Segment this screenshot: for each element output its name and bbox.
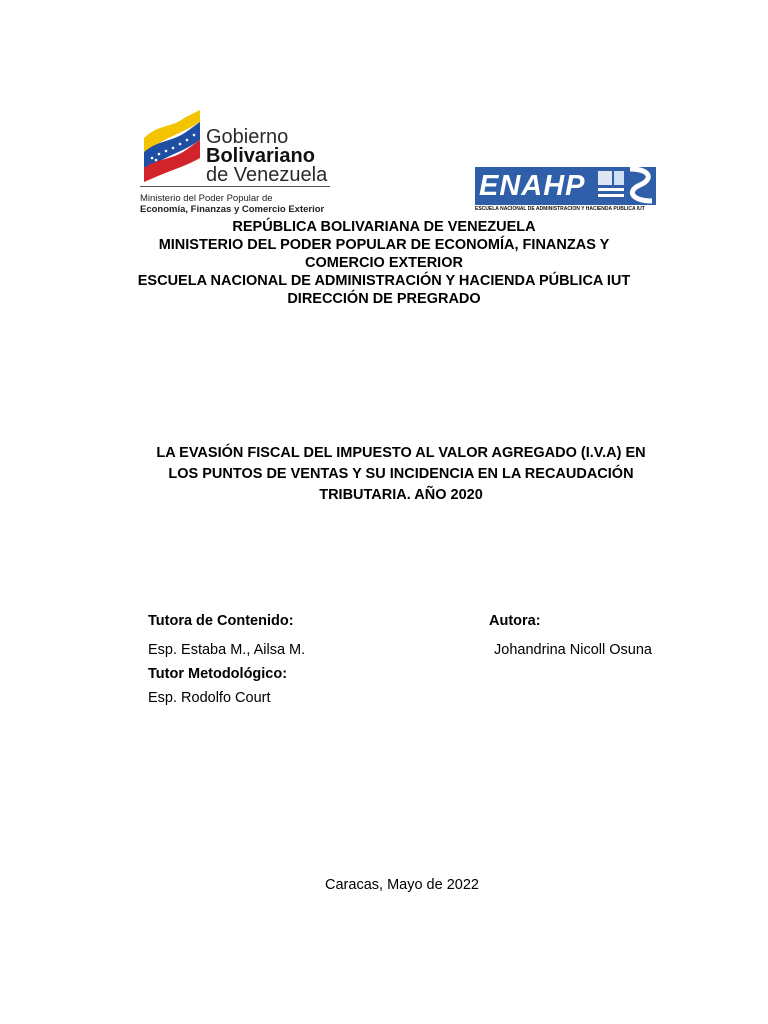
enahp-logo-banner bbox=[475, 167, 656, 205]
enahp-logo-subtitle: ESCUELA NACIONAL DE ADMINISTRACIÓN Y HACIENDA PÚBLICA IUT bbox=[475, 206, 645, 212]
gov-logo-divider bbox=[140, 186, 330, 187]
thesis-title bbox=[0, 443, 768, 506]
enahp-wordmark: ENAHP bbox=[479, 170, 586, 202]
place-date: Caracas, Mayo de 2022 bbox=[325, 877, 479, 893]
author-label: Autora: bbox=[489, 613, 541, 629]
header-line-school: ESCUELA NACIONAL DE ADMINISTRACIÓN Y HACIENDA PÚBLICA IUT bbox=[137, 273, 631, 289]
venezuela-flag-icon bbox=[140, 110, 206, 186]
enahp-logo bbox=[475, 167, 656, 213]
header-line-ministry-cont: COMERCIO EXTERIOR bbox=[305, 255, 463, 271]
gov-logo-line3: de Venezuela bbox=[206, 164, 328, 186]
title-line2: LOS PUNTOS DE VENTAS Y SU INCIDENCIA EN LA RECAUDACIÓN bbox=[168, 466, 634, 482]
government-logo bbox=[140, 110, 340, 216]
title-line3: TRIBUTARIA. AÑO 2020 bbox=[319, 487, 483, 503]
tutor-method-label: Tutor Metodológico: bbox=[148, 666, 288, 682]
header-line-ministry: MINISTERIO DEL PODER POPULAR DE ECONOMÍA, FINANZAS Y bbox=[158, 237, 610, 253]
header-line-republic: REPÚBLICA BOLIVARIANA DE VENEZUELA bbox=[232, 219, 536, 235]
institution-header bbox=[0, 218, 768, 308]
title-line1: LA EVASIÓN FISCAL DEL IMPUESTO AL VALOR AGREGADO (I.V.A) EN bbox=[156, 445, 646, 461]
enahp-emblem-icon bbox=[596, 167, 656, 205]
tutor-method-name: Esp. Rodolfo Court bbox=[148, 690, 271, 706]
gov-logo-ministry-line1: Ministerio del Poder Popular de bbox=[140, 193, 273, 204]
gov-logo-line2: Bolivariano bbox=[206, 145, 315, 167]
gov-logo-ministry-line2: Economía, Finanzas y Comercio Exterior bbox=[140, 204, 325, 215]
header-line-direction: DIRECCIÓN DE PREGRADO bbox=[287, 291, 481, 307]
gov-logo-line1: Gobierno bbox=[206, 126, 289, 148]
author-name: Johandrina Nicoll Osuna bbox=[494, 642, 652, 658]
tutor-content-name: Esp. Estaba M., Ailsa M. bbox=[148, 642, 306, 658]
tutor-content-label: Tutora de Contenido: bbox=[148, 613, 294, 629]
